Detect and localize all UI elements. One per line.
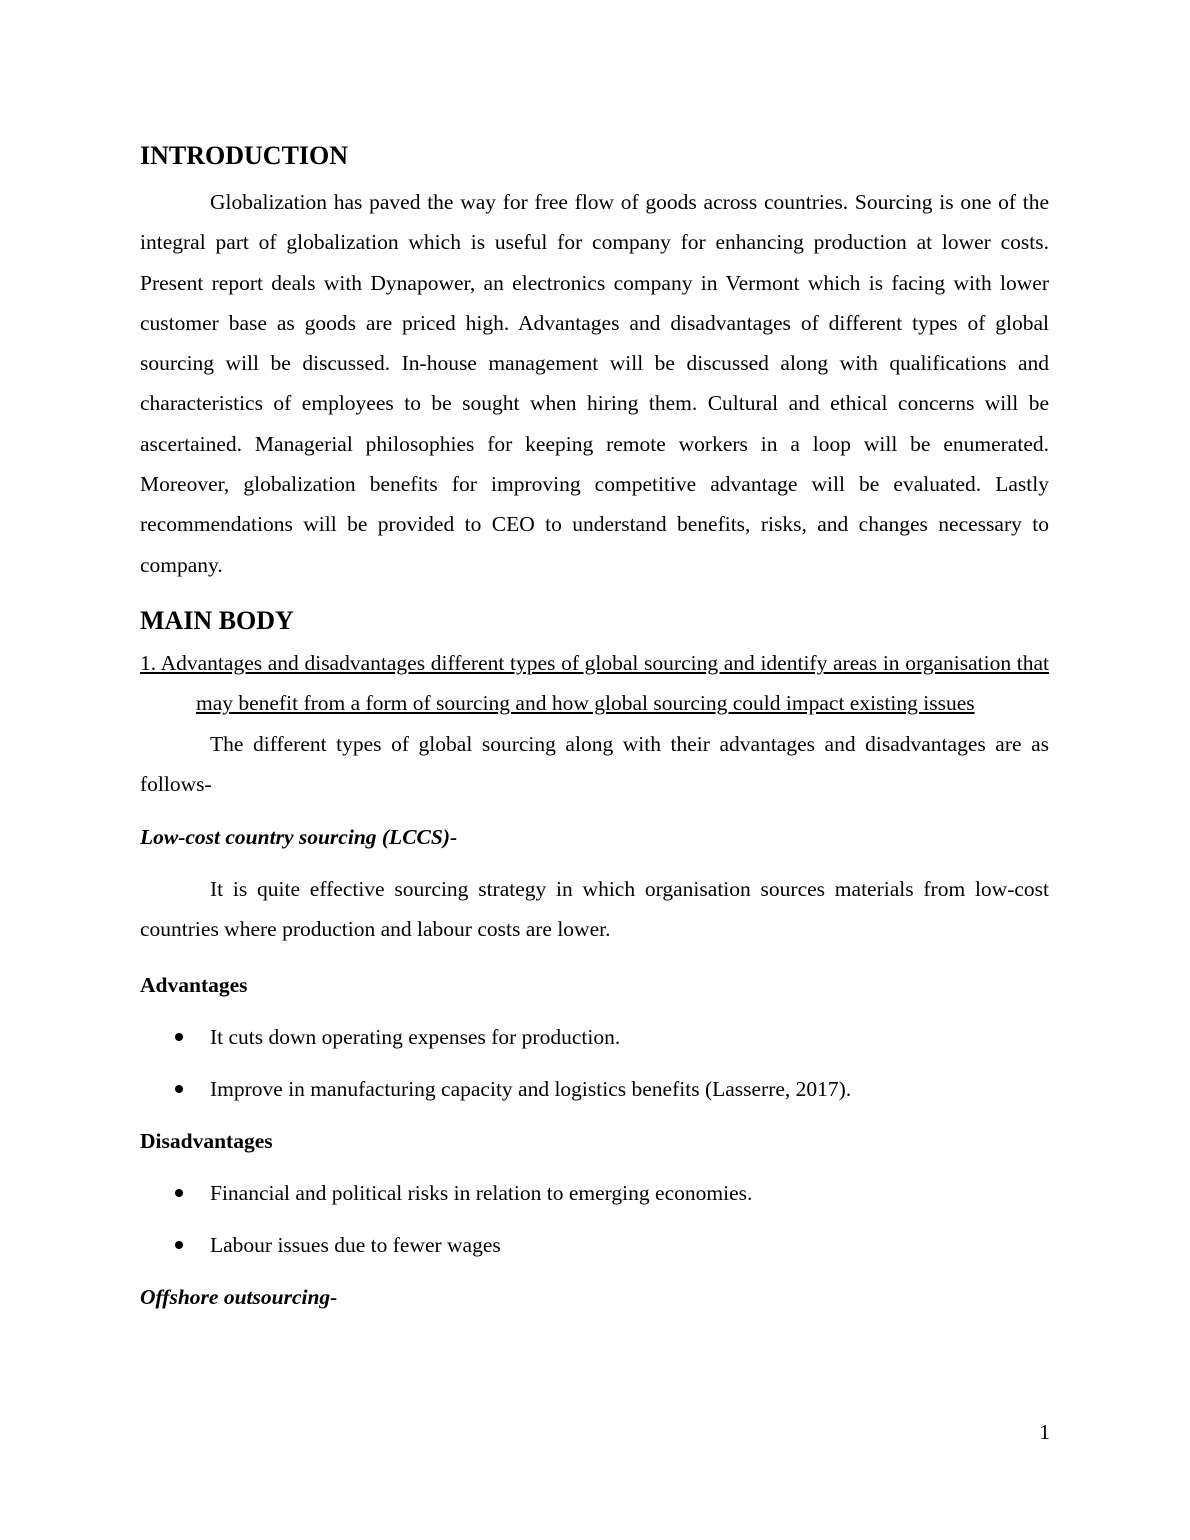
bullet-icon [175,1189,183,1197]
bullet-icon [175,1085,183,1093]
disadvantages-list [140,1177,1049,1261]
disadvantages-label: Disadvantages [140,1129,273,1154]
section-1-title: 1. Advantages and disadvantages different types of global sourcing and identify areas in organisation that may benefit from a form of sourcing and how global sourcing could impact existing issues [140,650,1049,716]
bullet-icon [175,1241,183,1249]
main-body-heading: MAIN BODY [140,605,294,635]
introduction-paragraph: Globalization has paved the way for free flow of goods across countries. Sourcing is one of the integral part of globalization which is useful for company for enhancing production at lower costs. Present report deals with Dynapower, an electronics company in Vermont which is facing with lower customer base as goods are priced high. Advantages and disadvantages of different types of global sourcing will be discussed. In-house management will be discussed along with qualifications and characteristics of employees to be sought when hiring them. Cultural and ethical concerns will be ascertained. Managerial philosophies for keeping remote workers in a loop will be enumerated. Moreover, globalization benefits for improving competitive advantage will be evaluated. Lastly recommendations will be provided to CEO to understand benefits, risks, and changes necessary to company. [140,190,1049,577]
list-item [140,1229,1049,1261]
page-number: 1 [1039,1420,1050,1444]
introduction-heading: INTRODUCTION [140,141,349,170]
lccs-subheading: Low-cost country sourcing (LCCS)- [140,824,458,849]
list-item-text: Improve in manufacturing capacity and logistics benefits (Lasserre, 2017). [210,1077,852,1102]
types-paragraph: The different types of global sourcing along with their advantages and disadvantages are as follows- [140,731,1049,797]
bullet-icon [175,1033,183,1041]
advantages-list [140,1021,1049,1105]
advantages-label: Advantages [140,973,248,998]
list-item-text: Financial and political risks in relation to emerging economies. [210,1181,753,1206]
list-item-text: It cuts down operating expenses for production. [210,1025,621,1050]
page-content [140,140,1049,1313]
list-item [140,1073,1049,1105]
list-item [140,1021,1049,1053]
list-item-text: Labour issues due to fewer wages [210,1233,501,1258]
list-item [140,1177,1049,1209]
offshore-subheading: Offshore outsourcing- [140,1285,338,1310]
lccs-paragraph: It is quite effective sourcing strategy in which organisation sources materials from low-cost countries where production and labour costs are lower. [140,876,1049,941]
